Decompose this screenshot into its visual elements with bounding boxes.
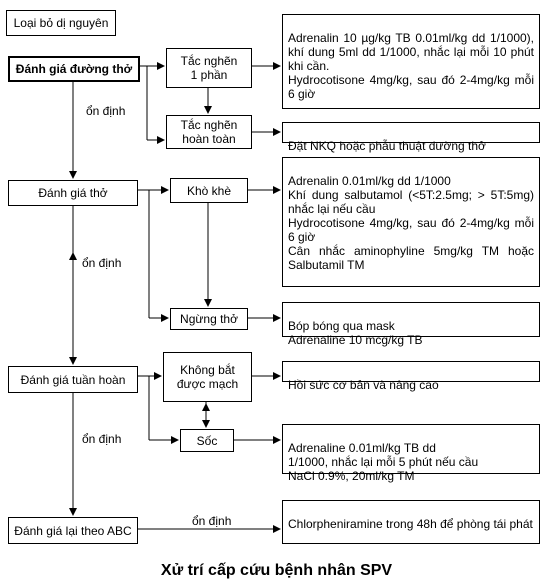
node-assess-breathing <box>8 180 138 206</box>
node-reassess-abc <box>8 517 138 544</box>
treatment-reassess-abc-text: Chlorpheniramine trong 48h để phòng tái phát <box>288 517 533 531</box>
treatment-no-pulse <box>282 361 540 392</box>
node-partial-obstruction <box>166 48 252 88</box>
node-complete-obstruction <box>166 115 252 149</box>
treatment-reassess-abc <box>282 500 540 544</box>
treatment-complete-obstruction-text: Đặt NKQ hoặc phẫu thuật đường thở <box>288 139 486 153</box>
node-assess-circulation-label: Đánh giá tuần hoàn <box>20 372 126 387</box>
treatment-complete-obstruction <box>282 122 540 153</box>
treatment-wheezing-text: Adrenalin 0.01ml/kg dd 1/1000 Khí dung salbutamol (<5T:2.5mg; > 5T:5mg) nhắc lại nếu cầu Hydrocotisone 4mg/kg, sau đó 2-4mg/kg mỗi 6 giờ Cân nhắc aminophyline 5mg/kg TM hoặc Salbutamil TM <box>288 174 534 272</box>
node-no-pulse-label: Không bắt được mạch <box>176 363 239 391</box>
node-apnea <box>170 308 248 330</box>
treatment-partial-obstruction <box>282 14 540 109</box>
node-assess-airway <box>8 56 140 82</box>
node-reassess-abc-label: Đánh giá lại theo ABC <box>14 523 132 538</box>
node-remove-allergen <box>6 10 116 36</box>
node-partial-obstruction-label: Tắc nghẽn 1 phần <box>180 54 238 82</box>
edge-label-stable-airway: ổn định <box>86 104 126 118</box>
node-apnea-label: Ngừng thở <box>180 312 238 326</box>
node-assess-airway-label: Đánh giá đường thở <box>15 62 133 76</box>
treatment-apnea-text: Bóp bóng qua mask Adrenaline 10 mcg/kg TB <box>288 319 423 347</box>
edge-label-stable-reassess: ổn định <box>192 514 232 528</box>
node-wheezing-label: Khò khè <box>186 183 232 198</box>
treatment-wheezing <box>282 157 540 287</box>
diagram-caption: Xử trí cấp cứu bệnh nhân SPV <box>160 562 393 579</box>
treatment-apnea <box>282 302 540 347</box>
node-remove-allergen-label: Loại bỏ dị nguyên <box>13 16 109 30</box>
treatment-shock-text: Adrenaline 0.01ml/kg TB dd 1/1000, nhắc lại mỗi 5 phút nếu cầu NaCl 0.9%, 20ml/kg TM <box>288 441 479 483</box>
node-assess-breathing-label: Đánh giá thở <box>38 186 108 200</box>
node-complete-obstruction-label: Tắc nghẽn hoàn toàn <box>180 118 238 146</box>
edge-label-stable-circulation: ổn định <box>82 432 122 446</box>
node-shock-label: Sốc <box>196 433 218 448</box>
node-assess-circulation <box>8 366 138 393</box>
node-shock <box>180 429 234 452</box>
node-no-pulse <box>163 352 252 402</box>
treatment-shock <box>282 424 540 483</box>
treatment-partial-obstruction-text: Adrenalin 10 µg/kg TB 0.01ml/kg dd 1/1000), khí dung 5ml dd 1/1000, nhắc lại mỗi 10 phút khi cần. Hydrocotisone 4mg/kg, sau đó 2-4mg/kg mỗi 6 giờ <box>288 31 534 101</box>
node-wheezing <box>170 178 248 203</box>
treatment-no-pulse-text: Hồi sức cơ bản và nâng cao <box>288 378 439 392</box>
edge-label-stable-breathing: ổn định <box>82 256 122 270</box>
